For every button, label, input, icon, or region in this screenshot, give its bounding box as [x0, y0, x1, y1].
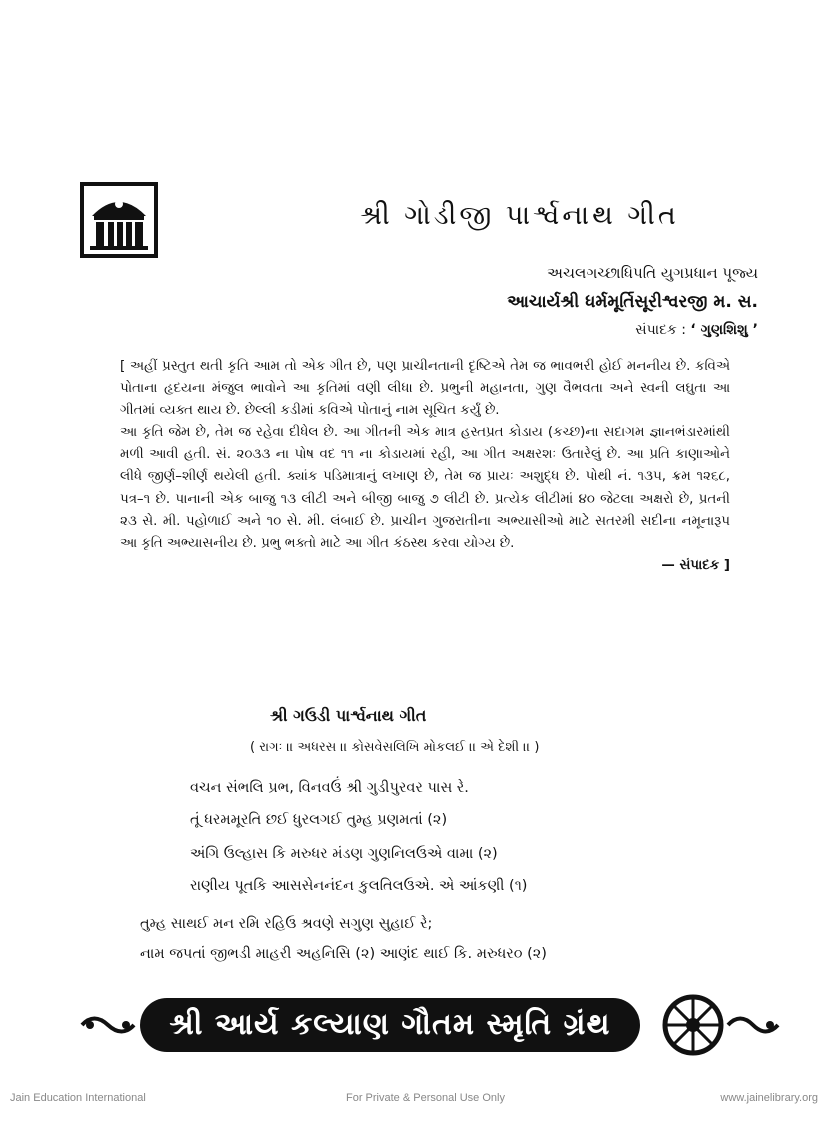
verse-line: તૂં ધરમમૂરતિ છઈ ધુરલગઈ તુમ્હ પ્રણમતાં (૨) [190, 812, 448, 828]
intro-signature: — સંપાદક ] [661, 557, 730, 573]
banner-title: શ્રી આર્ય કલ્યાણ ગૌતમ સ્મૃતિ ગ્રંથ [169, 1007, 611, 1042]
editor-label: સંપાદક : [635, 322, 686, 338]
intro-paragraph-1: [ અહીં પ્રસ્તુત થતી કૃતિ આમ તો એક ગીત છે, પણ પ્રાચીનતાની દૃષ્ટિએ તેમ જ ભાવભરી હોઈ મનનીય છે. કવિએ પોતાના હૃદયના મંજુલ ભાવોને આ કૃતિમાં વણી લીધા છે. પ્રભુની મહાનતા, ગુણ વૈભવતા અને સ્વની લઘુતા આ ગીતમાં વ્યક્ત થાય છે. છેલ્લી કડીમાં કવિએ પોતાનું નામ સૂચિત કર્યું છે. [120, 359, 730, 419]
song-raga: ( રાગઃ ।। અધરસ ।। કોસવેસલિખિ મોકલઈ ।। એ દેશી ।। ) [250, 740, 540, 755]
temple-emblem-icon [80, 182, 158, 258]
verse-line: વચન સંભલિ પ્રભ, વિનવઉં શ્રી ગુડીપુરવર પાસ રે. [190, 780, 469, 796]
author-line-1: અચલગચ્છાધિપતિ યુગપ્રધાન પૂજ્ય [547, 264, 758, 282]
page-title: શ્રી ગોડીજી પાર્શ્વનાથ ગીત [360, 200, 679, 231]
intro-paragraph-2: આ કૃતિ જેમ છે, તેમ જ રહેવા દીધેલ છે. આ ગીતની એક માત્ર હસ્તપ્રત કોડાય (કચ્છ)ના સદાગમ જ્ઞાનભંડારમાંથી મળી આવી હતી. સં. ૨૦૩૩ ના પોષ વદ ૧૧ ના કોડાયમાં રહી, આ ગીત અક્ષરશઃ ઉતારેલું છે. આ પ્રતિ કાણાઓને લીધે જીર્ણ–શીર્ણ થયેલી હતી. ક્યાંક પડિમાત્રાનું લખાણ છે, તેમ જ પ્રાયઃ અશુદ્ધ છે. પોથી નં. ૧૩૫, ક્રમ ૧૨૬૮, પત્ર–૧ છે. પાનાની એક બાજુ ૧૩ લીટી અને બીજી બાજુ ૭ લીટી છે. પ્રત્યેક લીટીમાં ૪૦ જેટલા અક્ષરો છે, પ્રતની ૨૩ સે. મી. પહોળાઈ અને ૧૦ સે. મી. લંબાઈ છે. પ્રાચીન ગુજરાતીના અભ્યાસીઓ માટે સતરમી સદીના નમૂનારૂપ આ કૃતિ અભ્યાસનીય છે. પ્રભુ ભક્તો માટે આ ગીત કંઠસ્થ કરવા યોગ્ય છે. [120, 425, 730, 551]
ornament-left-icon [80, 1012, 136, 1038]
dharma-wheel-icon [660, 992, 726, 1058]
verse-line: તુમ્હ સાથઈ મન રમિ રહિઉ શ્રવણે સગુણ સુહાઈ રે; [140, 916, 433, 932]
footer-middle: For Private & Personal Use Only [346, 1092, 505, 1104]
book-banner [80, 990, 780, 1060]
verse-line: અંગિ ઉલ્હાસ કિ મરુધર મંડણ ગુણનિલઉએ વામા (૨) [190, 846, 498, 862]
intro-note [120, 356, 730, 577]
editor-line [635, 322, 758, 338]
footer-link[interactable]: www.jainelibrary.org [720, 1092, 818, 1104]
author-line-2: આચાર્યશ્રી ધર્મમૂર્તિસૂરીશ્વરજી મ. સ. [507, 292, 758, 312]
song-title: શ્રી ગઉડી પાર્શ્વનાથ ગીત [270, 706, 427, 725]
footer-left: Jain Education International [10, 1092, 146, 1104]
editor-name: ‘ ગુણશિશુ ’ [690, 322, 758, 338]
verse-line: નામ જપતાં જીભડી માહરી અહનિસિ (૨) આણંદ થાઈ કિ. મરુધર૦ (૨) [140, 946, 547, 962]
ornament-right-icon [726, 1012, 780, 1038]
verse-line: રાણીય પૂતકિ આસસેનનંદન કુલતિલઉએ. એ આંકણી (૧) [190, 878, 528, 894]
